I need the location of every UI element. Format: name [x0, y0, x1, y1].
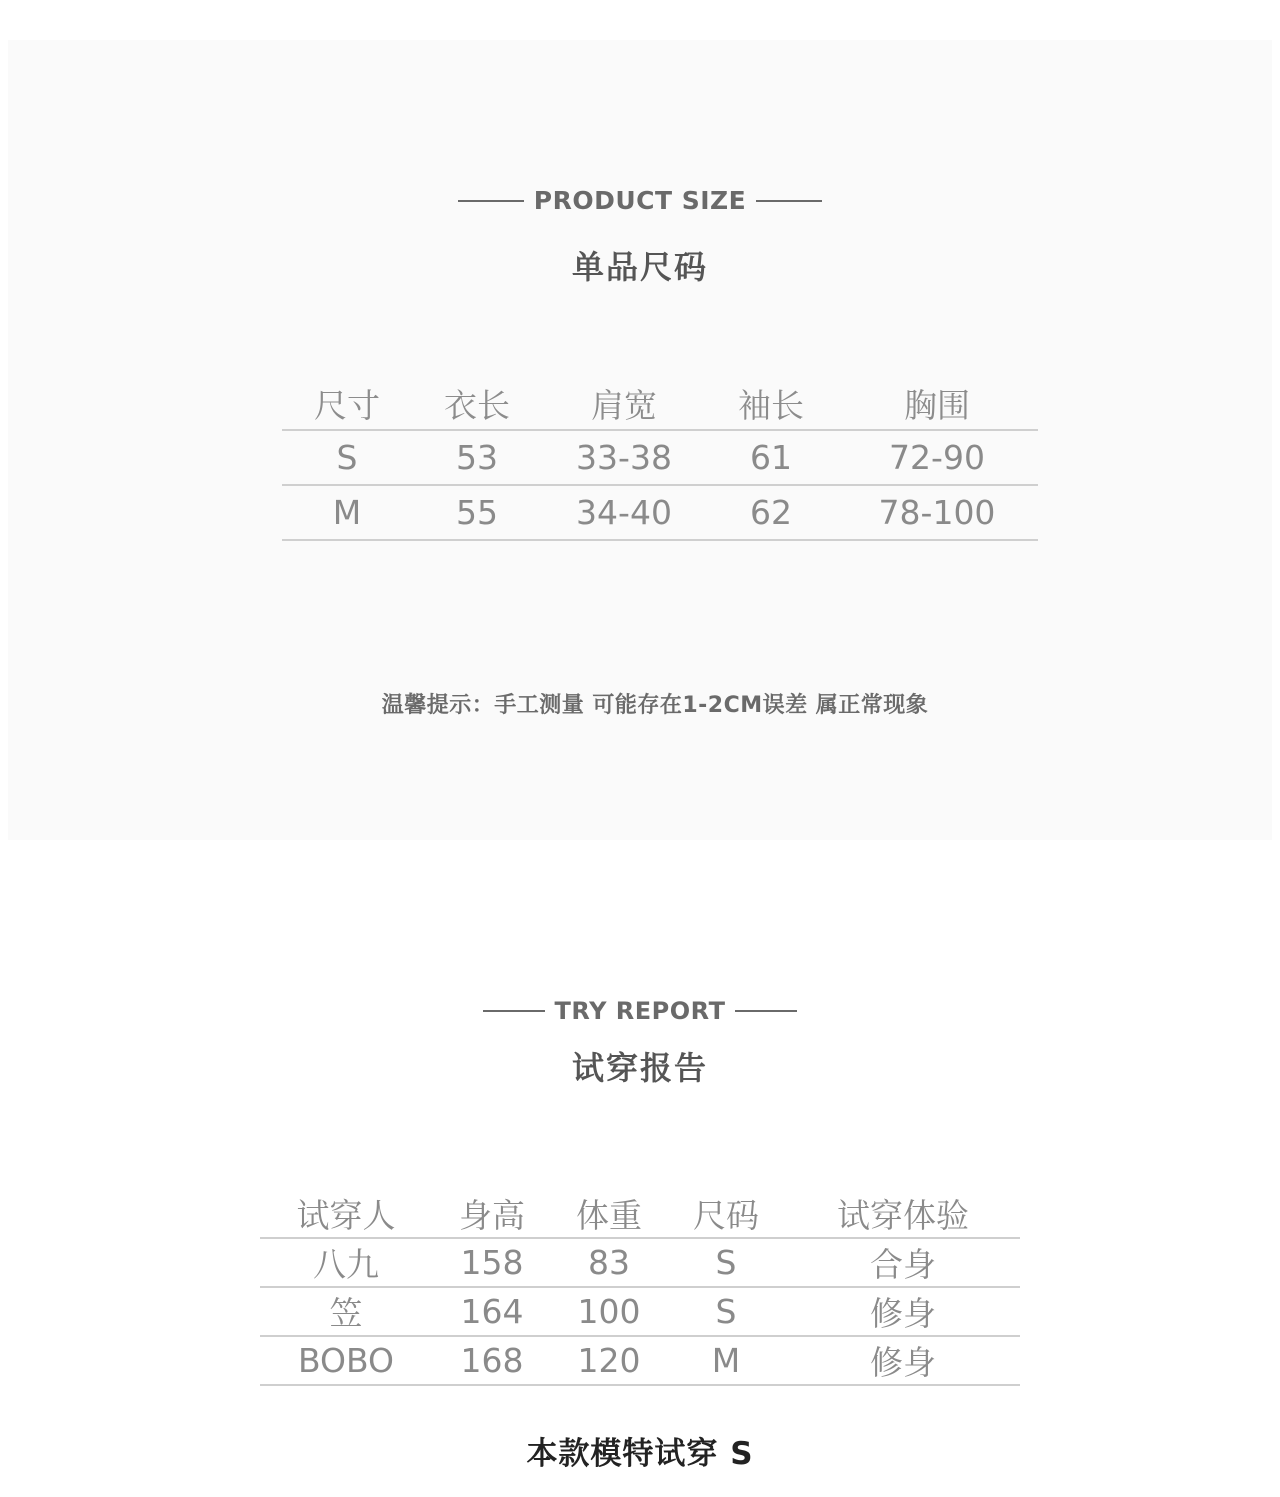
- table-row: [282, 430, 1038, 485]
- sleeve-col-header: 袖长: [706, 378, 836, 430]
- height-col-header: 身高: [432, 1190, 552, 1238]
- table-cell: M: [666, 1336, 786, 1385]
- weight-col-header: 体重: [552, 1190, 666, 1238]
- try-report-heading: [0, 997, 1280, 1025]
- table-row: [260, 1238, 1020, 1287]
- table-cell: 修身: [786, 1287, 1020, 1336]
- table-cell: 61: [706, 430, 836, 485]
- table-cell: 62: [706, 485, 836, 540]
- size-col-header: 尺寸: [282, 378, 412, 430]
- product-size-heading-text: PRODUCT SIZE: [533, 186, 747, 215]
- heading-right-rule: [756, 200, 822, 202]
- try-report-table: [260, 1190, 1020, 1386]
- table-cell: 合身: [786, 1238, 1020, 1287]
- table-row: [260, 1287, 1020, 1336]
- table-cell: 笠: [260, 1287, 432, 1336]
- size-table-header-row: [282, 378, 1038, 430]
- model-size-note: 本款模特试穿 S: [526, 1436, 754, 1472]
- shoulder-col-header: 肩宽: [542, 378, 706, 430]
- heading-right-rule: [735, 1010, 797, 1012]
- table-cell: 53: [412, 430, 542, 485]
- heading-left-rule: [458, 200, 524, 202]
- product-size-subtitle: 单品尺码: [571, 248, 708, 286]
- bust-col-header: 胸围: [836, 378, 1038, 430]
- table-cell: 33-38: [542, 430, 706, 485]
- measurement-tip: 温馨提示：手工测量 可能存在1-2CM误差 属正常现象: [381, 693, 929, 718]
- table-cell: 120: [552, 1336, 666, 1385]
- table-cell: M: [282, 485, 412, 540]
- table-cell: 八九: [260, 1238, 432, 1287]
- table-cell: BOBO: [260, 1336, 432, 1385]
- table-row: [260, 1336, 1020, 1385]
- table-cell: S: [282, 430, 412, 485]
- table-cell: S: [666, 1287, 786, 1336]
- try-report-subtitle: 试穿报告: [571, 1049, 708, 1087]
- size-table: [282, 378, 1038, 541]
- try-report-heading-text: TRY REPORT: [554, 997, 726, 1025]
- try-table-header-row: [260, 1190, 1020, 1238]
- size-col-header: 尺码: [666, 1190, 786, 1238]
- table-cell: 158: [432, 1238, 552, 1287]
- tester-col-header: 试穿人: [260, 1190, 432, 1238]
- table-cell: 修身: [786, 1336, 1020, 1385]
- length-col-header: 衣长: [412, 378, 542, 430]
- heading-left-rule: [483, 1010, 545, 1012]
- table-cell: 168: [432, 1336, 552, 1385]
- table-cell: 100: [552, 1287, 666, 1336]
- fit-col-header: 试穿体验: [786, 1190, 1020, 1238]
- table-cell: 72-90: [836, 430, 1038, 485]
- table-row: [282, 485, 1038, 540]
- table-cell: 83: [552, 1238, 666, 1287]
- table-cell: 78-100: [836, 485, 1038, 540]
- table-cell: S: [666, 1238, 786, 1287]
- table-cell: 164: [432, 1287, 552, 1336]
- table-cell: 55: [412, 485, 542, 540]
- product-size-heading: [0, 186, 1280, 215]
- table-cell: 34-40: [542, 485, 706, 540]
